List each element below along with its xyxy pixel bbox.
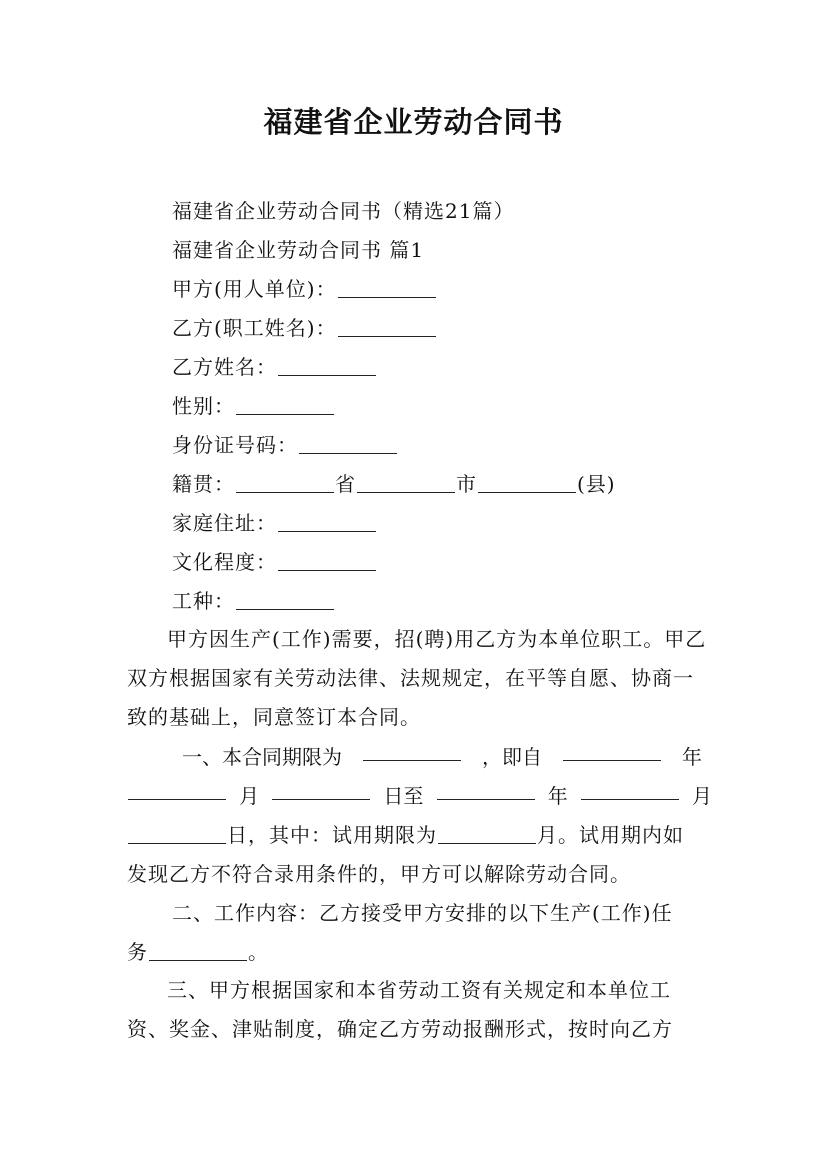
article-heading: 福建省企业劳动合同书 篇1 [172,238,425,262]
intro-paragraph [127,620,712,737]
field-gender [172,391,335,421]
intro-text: 甲方因生产(工作)需要，招(聘)用乙方为本单位职工。甲乙双方根据国家有关劳动法律、法规规定，在平等自愿、协商一致的基础上，同意签订本合同。 [127,627,707,729]
field-label: 身份证号码： [172,433,298,457]
clause2-line1: 二、工作内容：乙方接受甲方安排的以下生产(工作)任 [172,901,673,925]
city-label: 市 [456,472,477,496]
field-employee-name [172,313,437,343]
blank-line [338,318,436,337]
blank-line [299,435,397,454]
field-label: 文化程度： [172,550,277,574]
clause1-text-c: 年 [682,745,702,769]
field-label: 乙方姓名： [172,355,277,379]
county-label: (县) [577,472,616,496]
blank-line [278,357,376,376]
field-label: 工种： [172,589,235,613]
document-subtitle: 福建省企业劳动合同书（精选21篇） [172,199,515,223]
blank-line [338,279,436,298]
blank-line [437,781,535,800]
field-home-address [172,508,377,538]
field-label: 家庭住址： [172,511,277,535]
clause1-line2 [127,781,712,811]
blank-line [438,825,536,844]
field-id-number [172,430,398,460]
blank-line [236,591,334,610]
blank-line [478,474,576,493]
clause1-text-f: 年 [547,784,568,808]
blank-line [272,781,370,800]
clause1-text-g: 月 [691,784,712,808]
blank-line [357,474,455,493]
blank-line [149,942,247,961]
field-native-place [172,469,616,499]
clause2-text-c: 。 [248,940,269,964]
blank-line [128,781,226,800]
clause1-text-e: 日至 [383,784,424,808]
clause1-text-i: 月。试用期内如 [537,823,684,847]
blank-line [278,513,376,532]
field-education [172,547,377,577]
field-job-type [172,586,335,616]
province-label: 省 [335,472,356,496]
clause1-line1 [182,742,702,772]
blank-line [278,552,376,571]
field-label: 性别： [172,394,235,418]
clause1-line4: 发现乙方不符合录用条件的，甲方可以解除劳动合同。 [127,862,631,886]
clause1-line3 [127,820,684,850]
clause2-line2 [127,937,269,967]
document-title: 福建省企业劳动合同书 [263,105,564,139]
clause1-text-a: 一、本合同期限为 [182,745,342,769]
clause1-text-b: ，即自 [482,745,542,769]
clause3-paragraph [127,971,712,1049]
clause3-text: 三、甲方根据国家和本省劳动工资有关规定和本单位工资、奖金、津贴制度，确定乙方劳动报酬形式，按时向乙方 [127,978,673,1041]
field-employer [172,274,437,304]
blank-line [363,742,461,761]
blank-line [128,825,226,844]
field-label: 籍贯： [172,472,235,496]
clause1-text-d: 月 [239,784,260,808]
clause1-text-h: 日，其中：试用期限为 [227,823,437,847]
field-label: 甲方(用人单位)： [172,277,337,301]
blank-line [236,396,334,415]
blank-line [581,781,679,800]
field-label: 乙方(职工姓名)： [172,316,337,340]
blank-line [236,474,334,493]
clause2-text-b: 务 [127,940,148,964]
field-party-b-name [172,352,377,382]
blank-line [563,742,661,761]
